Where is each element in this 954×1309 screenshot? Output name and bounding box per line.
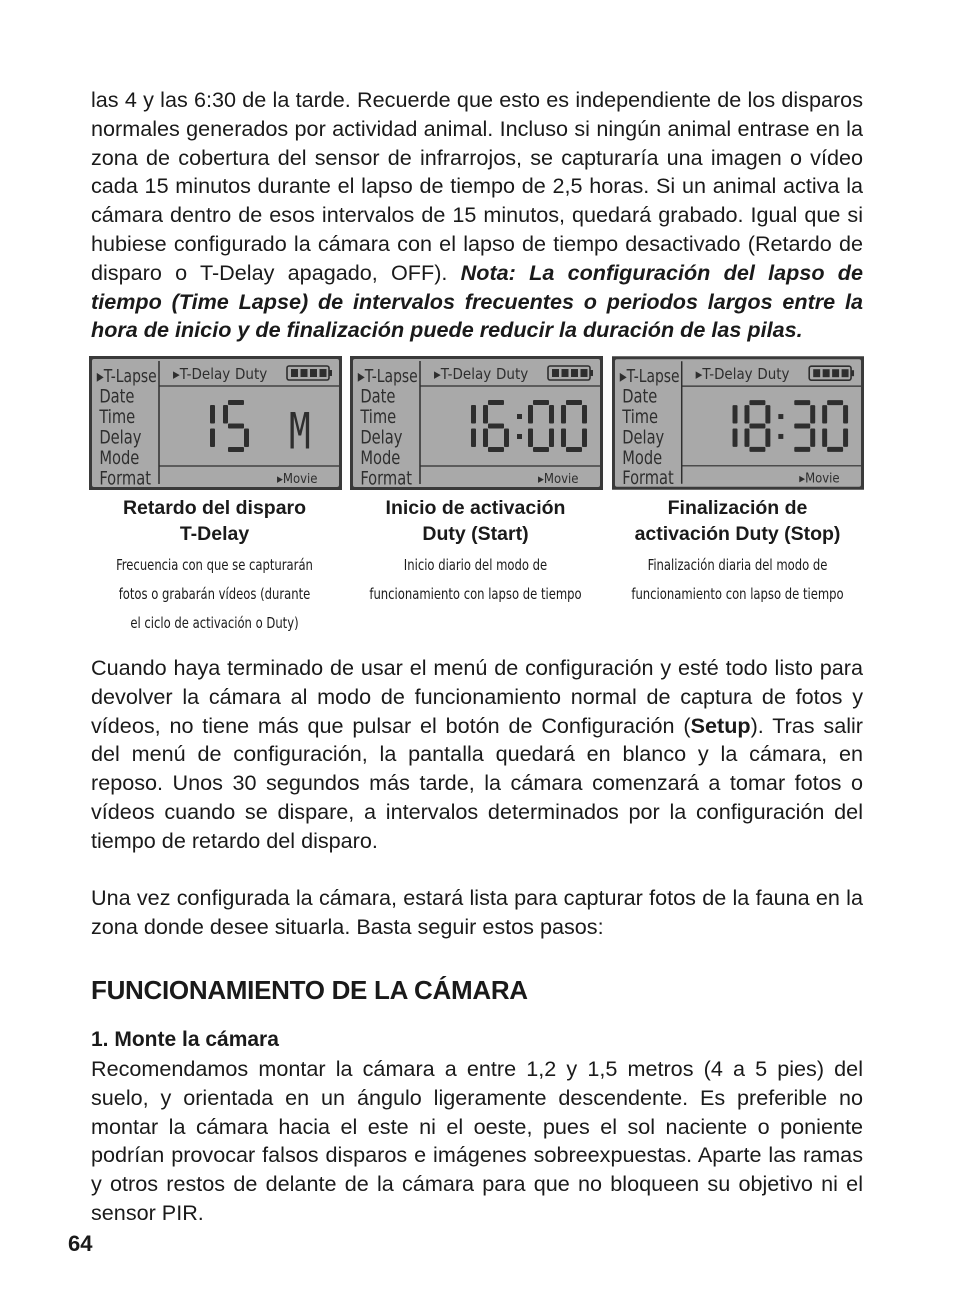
lcd-digit-segment: [744, 405, 749, 423]
lcd-digit-segment: [228, 400, 244, 405]
lcd-menu-item: ▸T-Lapse: [96, 364, 157, 387]
lcd-digit-segment: [733, 428, 738, 446]
lcd-digit-segment: [827, 400, 843, 405]
lcd-unit-label: M: [289, 403, 311, 462]
lcd-digit-segment: [528, 405, 533, 424]
lcd-digit-segment: [794, 447, 810, 452]
lcd-digit-segment: [744, 428, 749, 446]
lcd-digit-segment: [749, 447, 765, 452]
caption-desc-line: funcionamiento con lapso de tiempo: [631, 585, 844, 603]
lcd-digit-segment: [566, 400, 582, 405]
lcd-digit-segment: [582, 405, 587, 424]
caption-title-line: Finalización de: [667, 497, 808, 519]
caption-title: [350, 495, 601, 547]
lcd-digit-segment: [749, 423, 765, 428]
lcd-panel-tdelay: [89, 356, 340, 490]
section-heading: FUNCIONAMIENTO DE LA CÁMARA: [91, 975, 528, 1005]
lcd-digit-segment: [733, 405, 738, 423]
lcd-digit-segment: [822, 428, 827, 446]
caption-desc-line: fotos o grabarán vídeos (durante: [118, 585, 311, 603]
lcd-digit-segment: [228, 424, 244, 429]
caption-title: [89, 495, 340, 547]
caption-description: [107, 551, 323, 638]
caption-desc-line: funcionamiento con lapso de tiempo: [369, 585, 582, 603]
setup-text-b: ). Tras salir del menú de configuración, la pantalla quedará en blanco y la cámara, en reposo. Unos 30 segundos más tarde, la cámara comenzará a tomar fotos o vídeos cuando se dispare, a intervalos determinados por la configuración del tiempo de retardo del disparo.: [91, 712, 863, 853]
lcd-menu-item: Time: [622, 406, 659, 429]
lcd-menu-item: Delay: [360, 427, 403, 449]
lcd-tdelay-label: ▸T-Delay: [173, 365, 231, 383]
lcd-menu-item: Format: [99, 468, 151, 490]
setup-exit-paragraph: [91, 654, 863, 856]
lcd-tdelay-label: ▸T-Delay: [434, 365, 492, 383]
lcd-digit-segment: [810, 405, 815, 423]
caption-title-line: Inicio de activación: [385, 497, 566, 519]
lcd-menu-item: Date: [622, 386, 658, 408]
lcd-menu-item: Format: [360, 468, 412, 490]
step-heading: 1. Monte la cámara: [91, 1028, 279, 1051]
caption-title: [612, 495, 863, 547]
lcd-panel-duty-stop: [612, 356, 863, 490]
caption-desc-line: Frecuencia con que se capturarán: [116, 556, 313, 574]
lcd-digit-segment: [749, 400, 765, 405]
lcd-digit-segment: [794, 423, 810, 428]
mounting-paragraph: Recomendamos montar la cámara a entre 1,2 y 1,5 metros (4 a 5 pies) del suelo, y orientada en un ángulo ligeramente descendente. Es preferible no montar la cámara hacia el este ni el oeste, pues el sol naciente o poniente podrían provocar falsos disparos e imágenes sobreexpuestas. Aparte las ramas y otros restos de delante de la cámara para que no bloqueen su objetivo ni el sensor PIR.: [91, 1056, 863, 1225]
lcd-digit-segment: [223, 405, 228, 424]
lcd-digit-segment: [810, 428, 815, 446]
lcd-movie-label: ▸Movie: [538, 472, 579, 487]
lcd-menu-item: Date: [360, 386, 396, 408]
caption-title-line: T-Delay: [179, 523, 250, 545]
lcd-menu-item: Mode: [622, 447, 663, 470]
lcd-digit-segment: [765, 405, 770, 423]
lcd-digit-segment: [549, 429, 554, 448]
lcd-menu-item: Delay: [622, 427, 665, 449]
lcd-digit-segment: [843, 405, 848, 423]
lcd-digit-segment: [471, 405, 476, 424]
lcd-movie-label: ▸Movie: [799, 471, 840, 487]
lcd-digit-segment: [561, 405, 566, 424]
setup-button-name: Setup: [690, 712, 751, 738]
caption-description: [368, 551, 584, 609]
lcd-menu-item: ▸T-Lapse: [357, 364, 418, 387]
caption-title-line: activación Duty (Stop): [634, 523, 841, 545]
lcd-tdelay-label: ▸T-Delay: [695, 365, 753, 384]
lcd-duty-label: Duty: [496, 365, 529, 383]
lcd-digit-segment: [483, 429, 488, 448]
lcd-digit-segment: [488, 447, 504, 452]
lcd-digit-segment: [582, 429, 587, 448]
lcd-digit-segment: [471, 429, 476, 448]
caption-desc-line: el ciclo de activación o Duty): [130, 614, 299, 632]
lcd-digit-segment: [822, 405, 827, 423]
page-number: 64: [68, 1231, 93, 1256]
ready-paragraph: Una vez configurada la cámara, estará lista para capturar fotos de la fauna en la zona donde desee situarla. Basta seguir estos pasos:: [91, 885, 863, 939]
lcd-menu-item: Format: [622, 468, 674, 490]
lcd-menu-item: Time: [99, 406, 136, 429]
battery-note: Nota: La configuración del lapso de tiempo (Time Lapse) de intervalos frecuentes o periodos largos entre la hora de inicio y de finalización puede reducir la duración de las pilas.: [91, 259, 863, 343]
lcd-digit-segment: [528, 429, 533, 448]
lcd-digit-segment: [228, 447, 244, 452]
lcd-digit-segment: [504, 429, 509, 448]
caption-desc-line: Finalización diaria del modo de: [647, 556, 828, 574]
caption-title-line: Retardo del disparo: [122, 497, 307, 519]
lcd-movie-label: ▸Movie: [277, 472, 318, 487]
caption-desc-line: Inicio diario del modo de: [403, 556, 548, 574]
lcd-panel-duty-start: [350, 356, 601, 490]
lcd-digit-segment: [843, 428, 848, 446]
lcd-digit-segment: [765, 428, 770, 446]
lcd-menu-item: Date: [99, 386, 135, 408]
lcd-digit-segment: [794, 400, 810, 405]
lcd-duty-label: Duty: [757, 365, 790, 384]
caption-title-line: Duty (Start): [422, 523, 529, 545]
lcd-digit-segment: [533, 400, 549, 405]
lcd-menu-item: Mode: [360, 447, 401, 470]
intro-paragraph: [91, 86, 863, 345]
setup-text-a: Cuando haya terminado de usar el menú de configuración y esté todo listo para devolver la cámara al modo de funcionamiento normal de captura de fotos y vídeos, no tiene más que pulsar el botón de Configuración (: [91, 655, 863, 738]
caption-description: [630, 551, 846, 609]
lcd-digit-segment: [827, 447, 843, 452]
lcd-digit-segment: [210, 405, 215, 424]
lcd-digit-segment: [488, 400, 504, 405]
lcd-digit-segment: [566, 447, 582, 452]
caption-duty-stop: [612, 495, 863, 609]
lcd-menu-item: Delay: [99, 427, 142, 449]
lcd-digit-segment: [244, 429, 249, 448]
lcd-duty-label: Duty: [235, 365, 268, 383]
lcd-digit-segment: [561, 429, 566, 448]
caption-duty-start: [350, 495, 601, 609]
lcd-digit-segment: [533, 447, 549, 452]
caption-tdelay: [89, 495, 340, 638]
lcd-digit-segment: [549, 405, 554, 424]
intro-text: las 4 y las 6:30 de la tarde. Recuerde que esto es independiente de los disparos normales generados por actividad animal. Incluso si ningún animal entrase en la zona de cobertura del sensor de infrarrojos, se capturaría una imagen o vídeo cada 15 minutos durante el lapso de tiempo de 2,5 horas. Si un animal activa la cámara dentro de esos intervalos de 15 minutos, quedará grabado. Igual que si hubiese configurado la cámara con el lapso de tiempo desactivado (Retardo de disparo o T-Delay apagado, OFF).: [91, 87, 863, 285]
lcd-menu-item: ▸T-Lapse: [619, 365, 680, 387]
lcd-digit-segment: [210, 429, 215, 448]
lcd-menu-item: Mode: [99, 447, 140, 470]
lcd-digit-segment: [488, 424, 504, 429]
lcd-menu-item: Time: [360, 406, 397, 429]
lcd-digit-segment: [483, 405, 488, 424]
